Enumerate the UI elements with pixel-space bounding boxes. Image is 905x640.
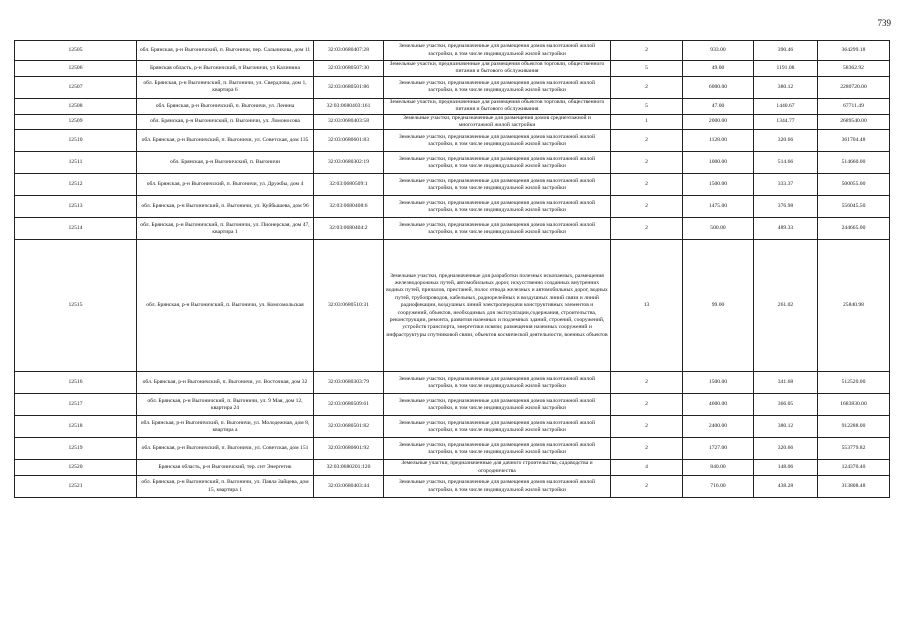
specific-value-cell: 1191.08	[754, 61, 818, 77]
group-cell: 2	[611, 394, 683, 416]
area-cell: 840.00	[683, 460, 754, 476]
area-cell: 4600.00	[683, 394, 754, 416]
cadastral-value-cell: 67711.49	[818, 98, 890, 114]
land-use-cell: Земельные участки, предназначенные для размещения домов малоэтажной жилой застройки, в том числе индивидуальной жилой застройки	[384, 372, 611, 394]
address-cell: обл. Брянская, р-н Выгоничский, п. Выгоничи, ул. Ленина	[137, 98, 314, 114]
address-cell: обл. Брянская, р-н Выгоничский, п. Выгоничи	[137, 152, 314, 174]
specific-value-cell: 1344.77	[754, 114, 818, 130]
table-row	[15, 114, 890, 130]
area-cell: 99.00	[683, 240, 754, 372]
specific-value-cell: 261.02	[754, 240, 818, 372]
group-cell: 2	[611, 41, 683, 61]
cadastral-number-cell: 32:03:0680507:30	[314, 61, 384, 77]
table-row	[15, 372, 890, 394]
table-body	[15, 41, 890, 498]
specific-value-cell: 341.68	[754, 372, 818, 394]
record-number-cell: 12516	[15, 372, 137, 394]
area-cell: 500.00	[683, 218, 754, 240]
group-cell: 2	[611, 438, 683, 460]
land-use-cell: Земельные участки, предназначенные для размещения объектов торговли, общественного питания и бытового обслуживания	[384, 98, 611, 114]
record-number-cell: 12521	[15, 476, 137, 498]
specific-value-cell: 380.12	[754, 76, 818, 98]
table-row	[15, 476, 890, 498]
land-use-cell: Земельные участки, предназначенные для размещения домов малоэтажной жилой застройки, в том числе индивидуальной жилой застройки	[384, 152, 611, 174]
specific-value-cell: 489.33	[754, 218, 818, 240]
land-use-cell: Земельные участки, предназначенные для дачного строительства, садоводства и огородничества	[384, 460, 611, 476]
cadastral-value-cell: 58362.92	[818, 61, 890, 77]
specific-value-cell: 1440.67	[754, 98, 818, 114]
cadastral-value-cell: 364299.18	[818, 41, 890, 61]
address-cell: обл. Брянская, р-н Выгоничский, п. Выгоничи, ул. Павла Зайцева, дом 15, квартира 1	[137, 476, 314, 498]
cadastral-value-cell: 2280720.00	[818, 76, 890, 98]
group-cell: 2	[611, 196, 683, 218]
address-cell: обл. Брянская, р-н Выгоничский, п. Выгоничи, ул. Дружбы, дом 4	[137, 174, 314, 196]
specific-value-cell: 376.98	[754, 196, 818, 218]
group-cell: 13	[611, 240, 683, 372]
address-cell: обл. Брянская, р-н Выгоничский, п. Выгоничи, ул. Восточная, дом 32	[137, 372, 314, 394]
table-row	[15, 174, 890, 196]
cadastral-value-cell: 556045.50	[818, 196, 890, 218]
cadastral-number-cell: 32:03:0680501:82	[314, 416, 384, 438]
specific-value-cell: 320.66	[754, 130, 818, 152]
cadastral-value-cell: 1683830.00	[818, 394, 890, 416]
area-cell: 1000.00	[683, 152, 754, 174]
table-row	[15, 130, 890, 152]
record-number-cell: 12512	[15, 174, 137, 196]
address-cell: обл. Брянская, р-н Выгоничский, п. Выгоничи, ул. Советская, дом 135	[137, 130, 314, 152]
cadastral-value-cell: 2689540.00	[818, 114, 890, 130]
specific-value-cell: 380.12	[754, 416, 818, 438]
group-cell: 4	[611, 460, 683, 476]
address-cell: обл. Брянская, р-н Выгоничский, п. Выгоничи, ул. 9 Мая, дом 12, квартира 24	[137, 394, 314, 416]
cadastral-number-cell: 32:03:0680404:2	[314, 218, 384, 240]
table-row	[15, 460, 890, 476]
table-row	[15, 438, 890, 460]
area-cell: 1128.00	[683, 130, 754, 152]
area-cell: 49.00	[683, 61, 754, 77]
area-cell: 1475.00	[683, 196, 754, 218]
table-row	[15, 394, 890, 416]
address-cell: обл. Брянская, р-н Выгоничский, п. Выгоничи, ул. Молодежная, дом 8, квартира a	[137, 416, 314, 438]
cadastral-value-cell: 244665.00	[818, 218, 890, 240]
record-number-cell: 12507	[15, 76, 137, 98]
land-use-cell: Земельные участки, предназначенные для размещения домов малоэтажной жилой застройки, в том числе индивидуальной жилой застройки	[384, 218, 611, 240]
land-use-cell: Земельные участки, предназначенные для разработки полезных ископаемых, размещения железнодорожных путей, автомобильных дорог, искусственно созданных внутренних водных путей, причалов, пристаней, полос отвода железных и автомобильных дорог, водных путей, трубопроводов, кабельных, радиорелейных и воздушных линий связи и линий радиофикации, воздушных линий электропередачи конструктивных элементов и сооружений, объектов, необходимых для эксплуатации,содержания, строительства, реконструкции, ремонта, развития наземных и подземных зданий, строений, сооружений, устройств транспорта, энергетики исвязи; размещения наземных сооружений и инфраструктуры спутниковой связи, объектов космической деятельности, военных объектов	[384, 240, 611, 372]
record-number-cell: 12508	[15, 98, 137, 114]
cadastral-value-cell: 514660.00	[818, 152, 890, 174]
specific-value-cell: 366.05	[754, 394, 818, 416]
address-cell: обл. Брянская, р-н Выгоничский, п. Выгоничи, ул. Пионерская, дом 47, квартира 1	[137, 218, 314, 240]
cadastral-value-cell: 553779.82	[818, 438, 890, 460]
address-cell: обл. Брянская, р-н Выгоничский, п. Выгоничи, ул. Свердлова, дом 1, квартира 6	[137, 76, 314, 98]
land-use-cell: Земельные участки, предназначенные для размещения домов малоэтажной жилой застройки, в том числе индивидуальной жилой застройки	[384, 416, 611, 438]
record-number-cell: 12514	[15, 218, 137, 240]
record-number-cell: 12515	[15, 240, 137, 372]
table-row	[15, 152, 890, 174]
land-use-cell: Земельные участки, предназначенные для размещения домов малоэтажной жилой застройки, в том числе индивидуальной жилой застройки	[384, 130, 611, 152]
address-cell: Брянская область, р-н Выгоничский, п Выгоничи, ул Калинина	[137, 61, 314, 77]
specific-value-cell: 514.66	[754, 152, 818, 174]
cadastral-number-cell: 32:03:0680510:31	[314, 240, 384, 372]
table-row	[15, 76, 890, 98]
record-number-cell: 12509	[15, 114, 137, 130]
record-number-cell: 12517	[15, 394, 137, 416]
land-use-cell: Земельные участки, предназначенные для размещения домов среднеэтажной и многоэтажной жилой застройки	[384, 114, 611, 130]
address-cell: обл. Брянская, р-н Выгоничский, п. Выгоничи, ул. Комсомольская	[137, 240, 314, 372]
cadastral-value-cell: 313808.48	[818, 476, 890, 498]
group-cell: 5	[611, 98, 683, 114]
address-cell: Брянская область, р-н Выгоничский, тер. снт Энергетик	[137, 460, 314, 476]
cadastral-number-cell: 32:03:0680302:19	[314, 152, 384, 174]
record-number-cell: 12520	[15, 460, 137, 476]
group-cell: 2	[611, 372, 683, 394]
specific-value-cell: 148.06	[754, 460, 818, 476]
group-cell: 1	[611, 114, 683, 130]
record-number-cell: 12511	[15, 152, 137, 174]
record-number-cell: 12513	[15, 196, 137, 218]
table-row	[15, 196, 890, 218]
table-row	[15, 240, 890, 372]
land-use-cell: Земельные участки, предназначенные для размещения домов малоэтажной жилой застройки, в том числе индивидуальной жилой застройки	[384, 438, 611, 460]
specific-value-cell: 390.46	[754, 41, 818, 61]
area-cell: 2000.00	[683, 114, 754, 130]
group-cell: 5	[611, 61, 683, 77]
table-row	[15, 416, 890, 438]
cadastral-value-cell: 912288.00	[818, 416, 890, 438]
specific-value-cell: 333.37	[754, 174, 818, 196]
cadastral-value-cell: 361704.48	[818, 130, 890, 152]
group-cell: 2	[611, 218, 683, 240]
cadastral-number-cell: 32:03:0680408:6	[314, 196, 384, 218]
land-registry-table	[14, 40, 890, 498]
specific-value-cell: 320.66	[754, 438, 818, 460]
group-cell: 2	[611, 174, 683, 196]
table-row	[15, 61, 890, 77]
cadastral-number-cell: 32:03:0680403:58	[314, 114, 384, 130]
cadastral-number-cell: 32:03:0680407:28	[314, 41, 384, 61]
land-use-cell: Земельные участки, предназначенные для размещения домов малоэтажной жилой застройки, в том числе индивидуальной жилой застройки	[384, 174, 611, 196]
record-number-cell: 12519	[15, 438, 137, 460]
table-row	[15, 98, 890, 114]
area-cell: 1500.00	[683, 174, 754, 196]
page-number: 739	[877, 18, 891, 28]
land-use-cell: Земельные участки, предназначенные для размещения домов малоэтажной жилой застройки, в том числе индивидуальной жилой застройки	[384, 476, 611, 498]
table-row	[15, 218, 890, 240]
group-cell: 2	[611, 476, 683, 498]
address-cell: обл. Брянская, р-н Выгоничский, п. Выгоничи, ул. Куйбышева, дом 96	[137, 196, 314, 218]
cadastral-value-cell: 124370.40	[818, 460, 890, 476]
area-cell: 933.00	[683, 41, 754, 61]
group-cell: 2	[611, 76, 683, 98]
cadastral-number-cell: 32:03:0680303:79	[314, 372, 384, 394]
record-number-cell: 12510	[15, 130, 137, 152]
land-use-cell: Земельные участки, предназначенные для размещения домов малоэтажной жилой застройки, в том числе индивидуальной жилой застройки	[384, 196, 611, 218]
area-cell: 716.00	[683, 476, 754, 498]
area-cell: 1727.00	[683, 438, 754, 460]
address-cell: обл. Брянская, р-н Выгоничский, п. Выгоничи, ул. Советская, дом 151	[137, 438, 314, 460]
record-number-cell: 12518	[15, 416, 137, 438]
cadastral-number-cell: 32:03:0680509:1	[314, 174, 384, 196]
cadastral-number-cell: 32:03:0680601:92	[314, 438, 384, 460]
cadastral-number-cell: 32:03:0680403:44	[314, 476, 384, 498]
cadastral-number-cell: 32:03:0680403:161	[314, 98, 384, 114]
cadastral-value-cell: 25840.98	[818, 240, 890, 372]
cadastral-value-cell: 512520.00	[818, 372, 890, 394]
record-number-cell: 12505	[15, 41, 137, 61]
cadastral-value-cell: 500055.00	[818, 174, 890, 196]
cadastral-number-cell: 32:03:0680501:86	[314, 76, 384, 98]
cadastral-number-cell: 32:03:0680201:120	[314, 460, 384, 476]
group-cell: 2	[611, 152, 683, 174]
group-cell: 2	[611, 130, 683, 152]
land-use-cell: Земельные участки, предназначенные для размещения домов малоэтажной жилой застройки, в том числе индивидуальной жилой застройки	[384, 76, 611, 98]
group-cell: 2	[611, 416, 683, 438]
address-cell: обл. Брянская, р-н Выгоничский, п. Выгоничи, ул. Ломоносова	[137, 114, 314, 130]
record-number-cell: 12506	[15, 61, 137, 77]
cadastral-number-cell: 32:03:0680509:61	[314, 394, 384, 416]
table-row	[15, 41, 890, 61]
address-cell: обл. Брянская, р-н Выгоничский, п. Выгоничи, пер. Сальникова, дом 11	[137, 41, 314, 61]
area-cell: 2400.00	[683, 416, 754, 438]
cadastral-number-cell: 32:03:0680601:83	[314, 130, 384, 152]
area-cell: 47.00	[683, 98, 754, 114]
land-use-cell: Земельные участки, предназначенные для размещения домов малоэтажной жилой застройки, в том числе индивидуальной жилой застройки	[384, 394, 611, 416]
land-use-cell: Земельные участки, предназначенные для размещения домов малоэтажной жилой застройки, в том числе индивидуальной жилой застройки	[384, 41, 611, 61]
area-cell: 1500.00	[683, 372, 754, 394]
specific-value-cell: 438.28	[754, 476, 818, 498]
area-cell: 6000.00	[683, 76, 754, 98]
land-use-cell: Земельные участки, предназначенные для размещения объектов торговли, общественного питания и бытового обслуживания	[384, 61, 611, 77]
